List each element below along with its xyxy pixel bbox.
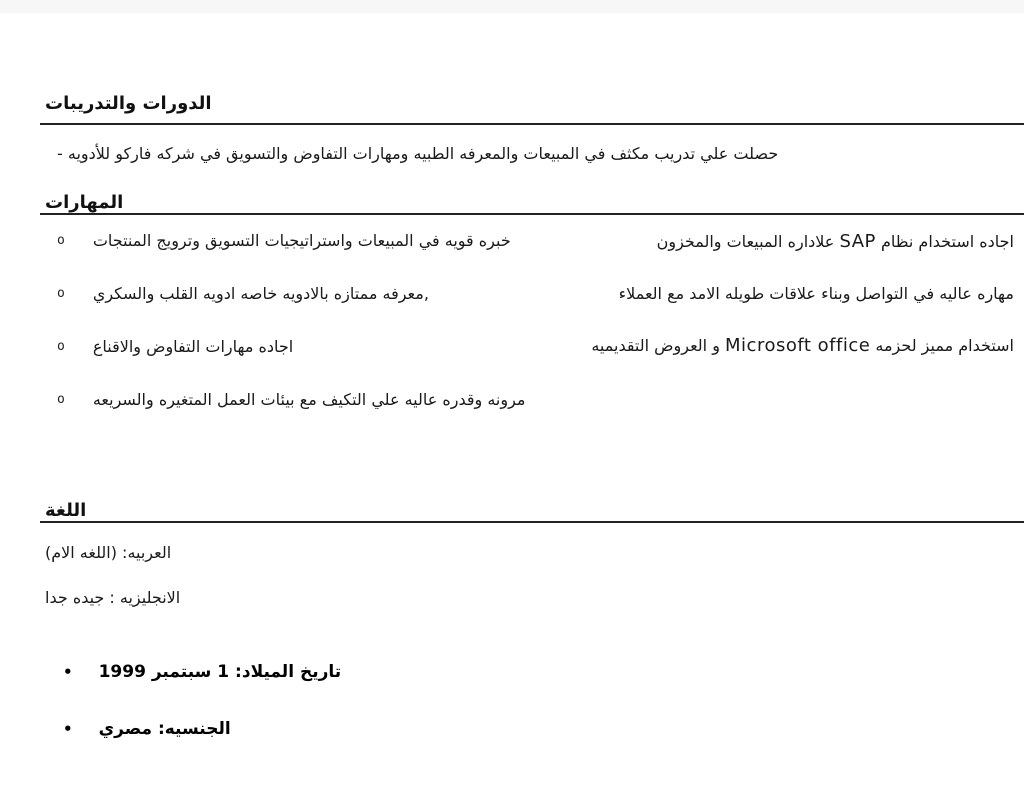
training-paragraph-text: حصلت علي تدريب مكثف في المبيعات والمعرفه الطبيه ومهارات التفاوض والتسويق في شركه فاركو للأدويه - bbox=[57, 144, 779, 163]
skill-item bbox=[57, 389, 564, 411]
skill-item bbox=[57, 336, 564, 358]
language-item-arabic bbox=[45, 541, 1024, 565]
section-heading-training: الدورات والتدريبات bbox=[45, 93, 212, 114]
resume-document bbox=[0, 13, 1024, 741]
skill-item bbox=[564, 282, 1014, 306]
skill-text: ,معرفه ممتازه بالادويه خاصه ادويه القلب والسكري bbox=[92, 284, 429, 303]
circle-bullet: o bbox=[57, 233, 65, 248]
language-text: العربيه: (اللغه الام) bbox=[45, 543, 172, 562]
top-strip bbox=[0, 0, 1024, 13]
nationality-item bbox=[63, 717, 1024, 741]
skills-grid bbox=[0, 230, 1024, 442]
birthdate-item bbox=[63, 660, 1024, 684]
skill-item bbox=[57, 283, 564, 305]
section-divider bbox=[40, 213, 1024, 215]
section-divider bbox=[40, 521, 1024, 523]
sap-label: SAP bbox=[839, 231, 876, 252]
section-heading-language: اللغة bbox=[45, 500, 87, 521]
language-text: الانجليزيه : جيده جدا bbox=[45, 588, 181, 607]
circle-bullet: o bbox=[57, 339, 65, 354]
skill-text: استخدام مميز لحزمه bbox=[875, 336, 1014, 355]
skill-text: خبره قويه في المبيعات واستراتيجيات التسويق وترويج المنتجات bbox=[92, 231, 511, 250]
skill-text: مرونه وقدره عاليه علي التكيف مع بيئات العمل المتغيره والسريعه bbox=[92, 390, 526, 409]
skill-text: مهاره عاليه في التواصل وبناء علاقات طويله الامد مع العملاء bbox=[618, 284, 1014, 303]
dot-bullet: • bbox=[63, 720, 73, 738]
skill-item bbox=[564, 334, 1014, 358]
skill-item bbox=[57, 230, 564, 252]
dot-bullet: • bbox=[63, 663, 73, 681]
microsoft-office-label: Microsoft office bbox=[725, 335, 871, 356]
personal-info-list bbox=[0, 660, 1024, 741]
birthdate-text: تاريخ الميلاد: 1 سبتمبر 1999 bbox=[98, 662, 342, 682]
skill-text: علاداره المبيعات والمخزون bbox=[656, 232, 835, 251]
skill-text: و العروض التقديميه bbox=[591, 336, 720, 355]
circle-bullet: o bbox=[57, 286, 65, 301]
skill-text: اجاده مهارات التفاوض والاقناع bbox=[92, 337, 294, 356]
nationality-text: الجنسيه: مصري bbox=[98, 719, 231, 739]
section-divider bbox=[40, 123, 1024, 125]
circle-bullet: o bbox=[57, 392, 65, 407]
skill-text: اجاده استخدام نظام bbox=[880, 232, 1014, 251]
skills-right-column bbox=[564, 230, 1014, 386]
training-paragraph bbox=[57, 142, 1024, 165]
language-item-english bbox=[45, 586, 1024, 610]
section-heading-skills: المهارات bbox=[45, 192, 124, 213]
skills-left-column bbox=[57, 230, 564, 442]
skill-item bbox=[564, 230, 1014, 254]
